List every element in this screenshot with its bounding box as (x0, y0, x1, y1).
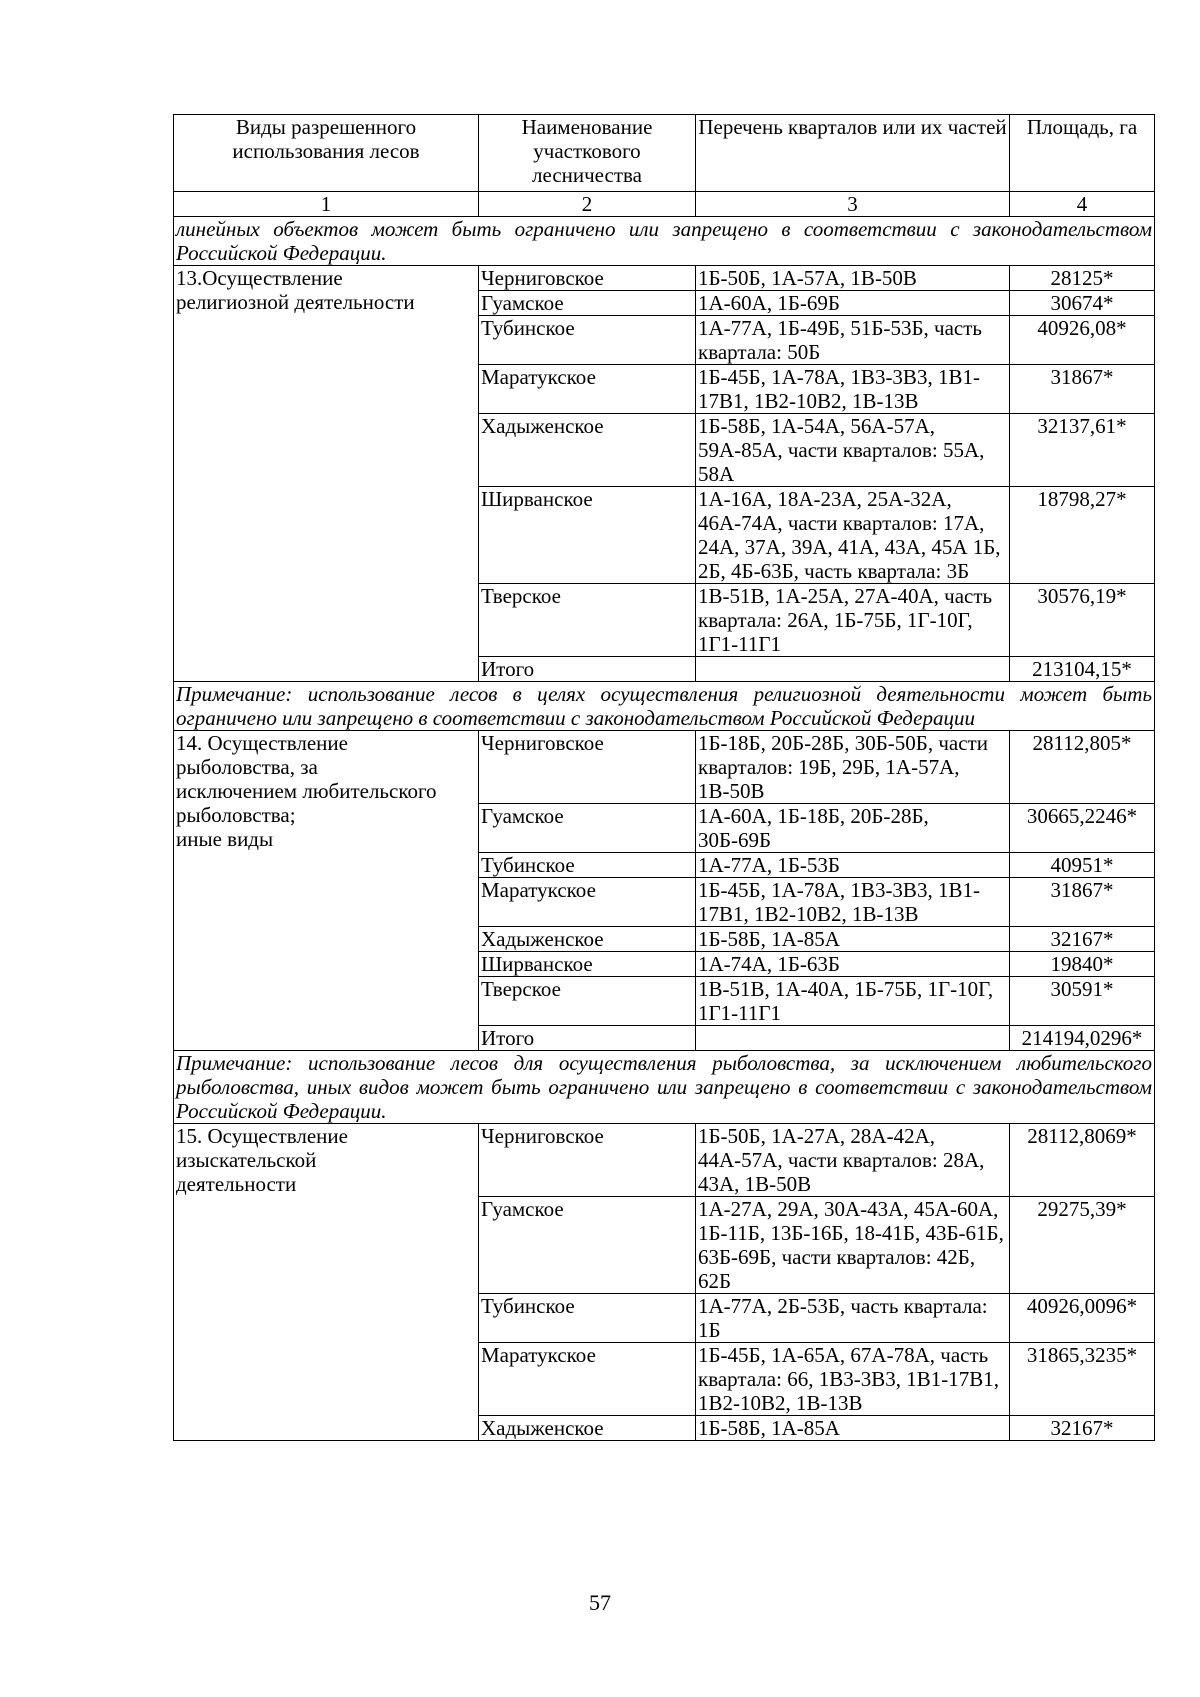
area-cell: 31865,3235* (1010, 1343, 1155, 1416)
area-cell: 19840* (1010, 952, 1155, 977)
quarters-cell: 1А-60А, 1Б-69Б (696, 291, 1010, 316)
note-row (174, 682, 1155, 731)
forestry-cell: Тверское (479, 584, 696, 657)
forestry-cell: Гуамское (479, 291, 696, 316)
page-number: 57 (589, 1590, 611, 1615)
column-number-row (174, 192, 1155, 217)
area-cell: 40926,08* (1010, 316, 1155, 365)
quarters-cell: 1Б-18Б, 20Б-28Б, 30Б-50Б, части кварталов: 19Б, 29Б, 1А-57А, 1В-50В (696, 731, 1010, 804)
column-number: 4 (1010, 192, 1155, 217)
empty-cell (696, 657, 1010, 682)
area-cell: 28112,805* (1010, 731, 1155, 804)
quarters-cell: 1Б-45Б, 1А-78А, 1В3-3В3, 1В1-17В1, 1В2-10В2, 1В-13В (696, 878, 1010, 927)
forestry-cell: Ширванское (479, 487, 696, 584)
forestry-cell: Ширванское (479, 952, 696, 977)
quarters-cell: 1Б-50Б, 1А-27А, 28А-42А, 44А-57А, части кварталов: 28А, 43А, 1В-50В (696, 1124, 1010, 1197)
quarters-cell: 1Б-58Б, 1А-85А (696, 927, 1010, 952)
forestry-cell: Маратукское (479, 878, 696, 927)
forestry-cell: Тубинское (479, 853, 696, 878)
quarters-cell: 1А-77А, 1Б-49Б, 51Б-53Б, часть квартала: 50Б (696, 316, 1010, 365)
area-cell: 30665,2246* (1010, 804, 1155, 853)
area-cell: 30674* (1010, 291, 1155, 316)
forest-use-table (173, 114, 1155, 1441)
table-row (174, 1124, 1155, 1197)
column-number: 2 (479, 192, 696, 217)
forestry-cell: Хадыженское (479, 1416, 696, 1441)
forestry-cell: Черниговское (479, 1124, 696, 1197)
total-label: Итого (479, 657, 696, 682)
area-cell: 30591* (1010, 977, 1155, 1026)
total-area: 214194,0296* (1010, 1026, 1155, 1051)
use-kind-cell: 13.Осуществление религиозной деятельности (174, 266, 479, 682)
quarters-cell: 1Б-45Б, 1А-78А, 1В3-3В3, 1В1-17В1, 1В2-10В2, 1В-13В (696, 365, 1010, 414)
quarters-cell: 1А-77А, 1Б-53Б (696, 853, 1010, 878)
use-kind-cell: 15. Осуществление изыскательской деятельности (174, 1124, 479, 1441)
quarters-cell: 1В-51В, 1А-25А, 27А-40А, часть квартала: 26А, 1Б-75Б, 1Г-10Г, 1Г1-11Г1 (696, 584, 1010, 657)
note-row (174, 217, 1155, 266)
table-row (174, 731, 1155, 804)
column-number: 1 (174, 192, 479, 217)
forestry-cell: Маратукское (479, 365, 696, 414)
quarters-cell: 1Б-45Б, 1А-65А, 67А-78А, часть квартала: 66, 1В3-3В3, 1В1-17В1, 1В2-10В2, 1В-13В (696, 1343, 1010, 1416)
area-cell: 40926,0096* (1010, 1294, 1155, 1343)
header-cell-kind: Виды разрешенного использования лесов (174, 115, 479, 192)
forestry-cell: Черниговское (479, 731, 696, 804)
forestry-cell: Тверское (479, 977, 696, 1026)
area-cell: 30576,19* (1010, 584, 1155, 657)
header-cell-forestry: Наименование участкового лесничества (479, 115, 696, 192)
area-cell: 40951* (1010, 853, 1155, 878)
section-note: Примечание: использование лесов в целях осуществления религиозной деятельности может быть ограничено или запрещено в соответствии с законодательством Российской Федерации (174, 682, 1155, 731)
forestry-cell: Черниговское (479, 266, 696, 291)
empty-cell (696, 1026, 1010, 1051)
quarters-cell: 1Б-58Б, 1А-85А (696, 1416, 1010, 1441)
quarters-cell: 1А-27А, 29А, 30А-43А, 45А-60А, 1Б-11Б, 13Б-16Б, 18-41Б, 43Б-61Б, 63Б-69Б, части кварталов: 42Б, 62Б (696, 1197, 1010, 1294)
header-cell-area: Площадь, га (1010, 115, 1155, 192)
total-label: Итого (479, 1026, 696, 1051)
total-area: 213104,15* (1010, 657, 1155, 682)
forestry-cell: Хадыженское (479, 414, 696, 487)
area-cell: 32137,61* (1010, 414, 1155, 487)
area-cell: 18798,27* (1010, 487, 1155, 584)
area-cell: 28125* (1010, 266, 1155, 291)
area-cell: 29275,39* (1010, 1197, 1155, 1294)
forestry-cell: Гуамское (479, 1197, 696, 1294)
column-number: 3 (696, 192, 1010, 217)
quarters-cell: 1В-51В, 1А-40А, 1Б-75Б, 1Г-10Г, 1Г1-11Г1 (696, 977, 1010, 1026)
header-cell-quarters: Перечень кварталов или их частей (696, 115, 1010, 192)
note-row (174, 1051, 1155, 1124)
forestry-cell: Маратукское (479, 1343, 696, 1416)
quarters-cell: 1А-74А, 1Б-63Б (696, 952, 1010, 977)
continued-note: линейных объектов может быть ограничено или запрещено в соответствии с законодательством Российской Федерации. (174, 217, 1155, 266)
area-cell: 32167* (1010, 927, 1155, 952)
quarters-cell: 1Б-58Б, 1А-54А, 56А-57А, 59А-85А, части кварталов: 55А, 58А (696, 414, 1010, 487)
quarters-cell: 1Б-50Б, 1А-57А, 1В-50В (696, 266, 1010, 291)
table-row (174, 266, 1155, 291)
forestry-cell: Тубинское (479, 316, 696, 365)
use-kind-cell: 14. Осуществление рыболовства, за исключением любительского рыболовства; иные виды (174, 731, 479, 1051)
forestry-cell: Хадыженское (479, 927, 696, 952)
area-cell: 31867* (1010, 365, 1155, 414)
area-cell: 32167* (1010, 1416, 1155, 1441)
document-page (173, 114, 1154, 1441)
area-cell: 31867* (1010, 878, 1155, 927)
area-cell: 28112,8069* (1010, 1124, 1155, 1197)
quarters-cell: 1А-16А, 18А-23А, 25А-32А, 46А-74А, части кварталов: 17А, 24А, 37А, 39А, 41А, 43А, 45А 1Б, 2Б, 4Б-63Б, часть квартала: 3Б (696, 487, 1010, 584)
forestry-cell: Тубинское (479, 1294, 696, 1343)
section-note: Примечание: использование лесов для осуществления рыболовства, за исключением любительского рыболовства, иных видов может быть ограничено или запрещено в соответствии с законодательством Российской Федерации. (174, 1051, 1155, 1124)
forestry-cell: Гуамское (479, 804, 696, 853)
quarters-cell: 1А-77А, 2Б-53Б, часть квартала: 1Б (696, 1294, 1010, 1343)
quarters-cell: 1А-60А, 1Б-18Б, 20Б-28Б, 30Б-69Б (696, 804, 1010, 853)
header-row (174, 115, 1155, 192)
